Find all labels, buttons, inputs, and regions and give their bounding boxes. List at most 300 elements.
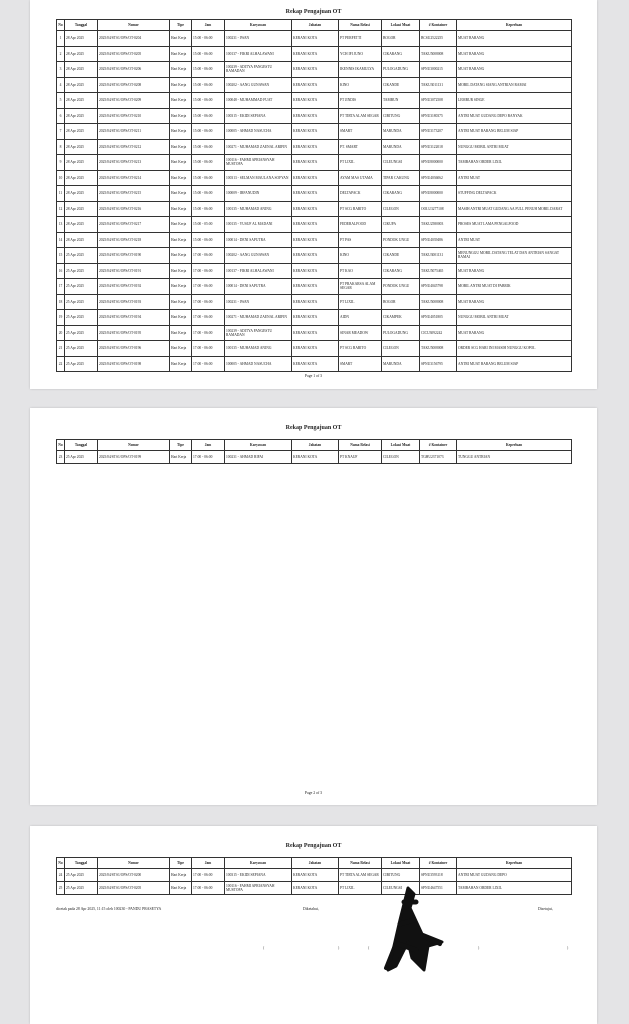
column-header: Lokasi Muat bbox=[382, 20, 420, 31]
cell-position: KERANI KOTA bbox=[292, 186, 339, 202]
column-header: Nomor bbox=[98, 20, 170, 31]
cell-type: Hari Kerja bbox=[170, 263, 192, 279]
cell-container: SPNU4051805 bbox=[420, 310, 457, 326]
signature-mark: ( bbox=[263, 946, 265, 950]
column-header: Tipe bbox=[170, 20, 192, 31]
cell-position: KERANI KOTA bbox=[292, 31, 339, 47]
column-header: Tanggal bbox=[65, 858, 98, 869]
cell-location: TIPAR CAKUNG bbox=[382, 170, 420, 186]
cell-purpose: MUAT BARANG bbox=[457, 263, 572, 279]
table-header-row bbox=[57, 440, 572, 451]
cell-type: Hari Kerja bbox=[170, 124, 192, 140]
cell-position: KERANI KOTA bbox=[292, 217, 339, 233]
column-header: Jam bbox=[192, 440, 225, 451]
column-header: Karyawan bbox=[225, 20, 292, 31]
cell-relation: PT JINDIS bbox=[339, 93, 382, 109]
cell-relation: PT PERFETTI bbox=[339, 31, 382, 47]
table-row bbox=[57, 882, 572, 895]
table-row bbox=[57, 263, 572, 279]
cell-date: 28 Apr 2025 bbox=[65, 124, 98, 140]
cell-relation: PT. SMART bbox=[339, 139, 382, 155]
cell-employee: 100014 - DENI SAPUTRA bbox=[225, 279, 292, 295]
cell-no: 18 bbox=[57, 294, 65, 310]
cell-employee: 100005 - AHMAD NASUCHA bbox=[225, 356, 292, 372]
cell-hours: 15:00 - 06:00 bbox=[192, 46, 225, 62]
table-row bbox=[57, 46, 572, 62]
cell-type: Hari Kerja bbox=[170, 279, 192, 295]
cell-employee: 100202 - AANG GUNAWAN bbox=[225, 248, 292, 264]
cell-no: 12 bbox=[57, 201, 65, 217]
cell-date: 28 Apr 2025 bbox=[65, 62, 98, 78]
cell-date: 25 Apr 2025 bbox=[65, 451, 98, 464]
table-row bbox=[57, 124, 572, 140]
cell-employee: 100048 - MUHAMMAD FUAT bbox=[225, 93, 292, 109]
table-row bbox=[57, 139, 572, 155]
cell-position: KERANI KOTA bbox=[292, 155, 339, 171]
cell-number: 2025/04/STS1/OPS/OT-0205 bbox=[98, 882, 170, 895]
cell-number: 2025/04/STS1/OPS/OT-0190 bbox=[98, 248, 170, 264]
column-header: # Kontainer bbox=[420, 858, 457, 869]
signature-mark: ) bbox=[478, 946, 480, 950]
cell-type: Hari Kerja bbox=[170, 248, 192, 264]
cell-type: Hari Kerja bbox=[170, 294, 192, 310]
column-header: Karyawan bbox=[225, 858, 292, 869]
cell-location: BOGOR bbox=[382, 294, 420, 310]
cell-container: SPNU3072508 bbox=[420, 93, 457, 109]
cell-purpose: MUAT BARANG bbox=[457, 31, 572, 47]
cell-type: Hari Kerja bbox=[170, 93, 192, 109]
cell-employee: 100315 - EKIDI SEPIANA bbox=[225, 108, 292, 124]
cell-relation: IKENNIS IKAMULYA bbox=[339, 62, 382, 78]
cell-type: Hari Kerja bbox=[170, 201, 192, 217]
cell-date: 28 Apr 2025 bbox=[65, 170, 98, 186]
cell-employee: 100231 - IWAN bbox=[225, 294, 292, 310]
cell-hours: 15:00 - 06:00 bbox=[192, 31, 225, 47]
cell-number: 2025/04/STS1/OPS/OT-0193 bbox=[98, 294, 170, 310]
cell-relation: PT TIRTA ALAM SEGAR bbox=[339, 108, 382, 124]
report-page-3 bbox=[30, 826, 597, 1024]
table-row bbox=[57, 108, 572, 124]
cell-date: 28 Apr 2025 bbox=[65, 139, 98, 155]
cell-location: CIKUPA bbox=[382, 217, 420, 233]
cell-date: 25 Apr 2025 bbox=[65, 356, 98, 372]
cell-relation: PT KAO bbox=[339, 263, 382, 279]
cell-hours: 17:00 - 06:00 bbox=[192, 869, 225, 882]
cell-relation: SMART bbox=[339, 124, 382, 140]
cell-location: PONDOK UNGU bbox=[382, 279, 420, 295]
cell-location: CIKANDE bbox=[382, 248, 420, 264]
cell-no: 8 bbox=[57, 139, 65, 155]
cell-location: PULOGADUNG bbox=[382, 325, 420, 341]
cell-hours: 15:00 - 06:00 bbox=[192, 232, 225, 248]
cell-relation: DELTAPACK bbox=[339, 186, 382, 202]
cell-hours: 17:00 - 06:00 bbox=[192, 279, 225, 295]
cell-employee: 100135 - MUHAMAD ANING bbox=[225, 341, 292, 357]
cell-type: Hari Kerja bbox=[170, 882, 192, 895]
cell-hours: 17:00 - 06:00 bbox=[192, 356, 225, 372]
cell-purpose: ANTRI MUAT GUDANG DEPO BANYAK bbox=[457, 108, 572, 124]
cell-purpose: NUNGGU MOBIL ANTRI MUAT bbox=[457, 139, 572, 155]
cell-location: CIKANDE bbox=[382, 77, 420, 93]
cell-position: KERANI KOTA bbox=[292, 882, 339, 895]
cell-date: 25 Apr 2025 bbox=[65, 869, 98, 882]
cell-employee: 100315 - EKIDI SEPIANA bbox=[225, 869, 292, 882]
cell-container: SPNU3000215 bbox=[420, 62, 457, 78]
cell-hours: 15:00 - 06:00 bbox=[192, 93, 225, 109]
cell-employee: 100231 - AHMAD RIFAI bbox=[225, 451, 292, 464]
cell-type: Hari Kerja bbox=[170, 46, 192, 62]
cell-container: TAKU5008008 bbox=[420, 294, 457, 310]
cell-employee: 100116 - FAHMI APRIANSYAH MUSTOFA bbox=[225, 155, 292, 171]
cell-position: KERANI KOTA bbox=[292, 170, 339, 186]
cell-employee: 100116 - FAHMI APRIANSYAH MUSTOFA bbox=[225, 882, 292, 895]
cell-type: Hari Kerja bbox=[170, 108, 192, 124]
cell-date: 28 Apr 2025 bbox=[65, 77, 98, 93]
cell-location: MARUNDA bbox=[382, 124, 420, 140]
cell-container: OOLU3277108 bbox=[420, 201, 457, 217]
cell-type: Hari Kerja bbox=[170, 186, 192, 202]
cell-location: CIBITUNG bbox=[382, 108, 420, 124]
column-header: No bbox=[57, 858, 65, 869]
cell-number: 2025/04/STS1/OPS/OT-0208 bbox=[98, 77, 170, 93]
table-row bbox=[57, 451, 572, 464]
table-row bbox=[57, 232, 572, 248]
cell-position: KERANI KOTA bbox=[292, 62, 339, 78]
table-row bbox=[57, 201, 572, 217]
table-row bbox=[57, 869, 572, 882]
cell-relation: PT LIXIL bbox=[339, 882, 382, 895]
cell-position: KERANI KOTA bbox=[292, 108, 339, 124]
cell-relation: YCH IFI JUNO bbox=[339, 46, 382, 62]
cell-no: 3 bbox=[57, 62, 65, 78]
cell-position: KERANI KOTA bbox=[292, 201, 339, 217]
cell-hours: 17:00 - 06:00 bbox=[192, 310, 225, 326]
page-title: Rekap Pengajuan OT bbox=[285, 425, 342, 431]
column-header: No bbox=[57, 440, 65, 451]
cell-purpose: MOBIL ANTRI MUAT DI PABRIK bbox=[457, 279, 572, 295]
column-header: Jabatan bbox=[292, 858, 339, 869]
table-row bbox=[57, 93, 572, 109]
table-row bbox=[57, 155, 572, 171]
cell-number: 2025/04/STS1/OPS/OT-0218 bbox=[98, 232, 170, 248]
cell-type: Hari Kerja bbox=[170, 356, 192, 372]
cell-container: SPNU8000000 bbox=[420, 155, 457, 171]
cell-position: KERANI KOTA bbox=[292, 325, 339, 341]
column-header: Tipe bbox=[170, 440, 192, 451]
cell-relation: AYAM MAS UTAMA bbox=[339, 170, 382, 186]
cell-container: SPNU3122018 bbox=[420, 139, 457, 155]
cell-location: PULOGADUNG bbox=[382, 62, 420, 78]
cell-type: Hari Kerja bbox=[170, 139, 192, 155]
cell-number: 2025/04/STS1/OPS/OT-0214 bbox=[98, 170, 170, 186]
column-header: Jam bbox=[192, 858, 225, 869]
cell-employee: 100239 - ADITYA PANGESTU RAMADAN bbox=[225, 62, 292, 78]
cell-container: TAKU3001131 bbox=[420, 248, 457, 264]
column-header: Nama Relasi bbox=[339, 858, 382, 869]
cell-number: 2025/04/STS1/OPS/OT-0198 bbox=[98, 356, 170, 372]
cell-relation: KINO bbox=[339, 77, 382, 93]
cell-position: KERANI KOTA bbox=[292, 451, 339, 464]
cell-number: 2025/04/STS1/OPS/OT-0212 bbox=[98, 139, 170, 155]
page-footer: Page 2 of 3 bbox=[304, 791, 323, 795]
column-header: Jam bbox=[192, 20, 225, 31]
report-page-1 bbox=[30, 0, 597, 389]
cell-number: 2025/04/STS1/OPS/OT-0192 bbox=[98, 279, 170, 295]
cell-no: 24 bbox=[57, 869, 65, 882]
cell-employee: 100005 - AHMAD NASUCHA bbox=[225, 124, 292, 140]
cell-no: 21 bbox=[57, 341, 65, 357]
cell-date: 25 Apr 2025 bbox=[65, 341, 98, 357]
cell-purpose: MENUNGGU MOBIL DATANG TELAT DAN ANTRIAN SANGAT RAMAI bbox=[457, 248, 572, 264]
ot-table bbox=[56, 19, 572, 372]
cell-number: 2025/04/STS1/OPS/OT-0194 bbox=[98, 310, 170, 326]
cell-position: KERANI KOTA bbox=[292, 93, 339, 109]
page-footer: Page 1 of 3 bbox=[304, 374, 323, 378]
cell-location: CILEGON bbox=[382, 451, 420, 464]
cell-no: 1 bbox=[57, 31, 65, 47]
known-label: Diketahui, bbox=[303, 907, 319, 911]
cell-hours: 15:00 - 06:00 bbox=[192, 201, 225, 217]
cell-purpose: MASIH ANTRI MUAT GUDANG AA FULL PENUH MOBIL DARAT bbox=[457, 201, 572, 217]
cell-position: KERANI KOTA bbox=[292, 248, 339, 264]
cell-employee: 100137 - FIKRI ALHALAWANI bbox=[225, 46, 292, 62]
column-header: Tanggal bbox=[65, 20, 98, 31]
signature-mark: ) bbox=[567, 946, 569, 950]
column-header: Tanggal bbox=[65, 440, 98, 451]
cell-purpose: ORDER SCG HARI INI MASIH NUNGGU KOPOL bbox=[457, 341, 572, 357]
cell-container: SPNU3180375 bbox=[420, 108, 457, 124]
cell-type: Hari Kerja bbox=[170, 62, 192, 78]
table-header-row bbox=[57, 20, 572, 31]
cell-container: CICU3092242 bbox=[420, 325, 457, 341]
cell-date: 28 Apr 2025 bbox=[65, 46, 98, 62]
column-header: No bbox=[57, 20, 65, 31]
cell-type: Hari Kerja bbox=[170, 217, 192, 233]
cell-date: 28 Apr 2025 bbox=[65, 155, 98, 171]
column-header: Keperluan bbox=[457, 20, 572, 31]
table-row bbox=[57, 279, 572, 295]
cell-no: 9 bbox=[57, 155, 65, 171]
cell-purpose: STUFFING DELTAPACK bbox=[457, 186, 572, 202]
cell-no: 20 bbox=[57, 325, 65, 341]
ot-table bbox=[56, 857, 572, 895]
table-row bbox=[57, 62, 572, 78]
cell-position: KERANI KOTA bbox=[292, 46, 339, 62]
cell-location: CIKARANG bbox=[382, 263, 420, 279]
cell-hours: 15:00 - 06:00 bbox=[192, 62, 225, 78]
cell-position: KERANI KOTA bbox=[292, 310, 339, 326]
cell-location: MARUNDA bbox=[382, 139, 420, 155]
cell-relation: PT TIRTA ALAM SEGAR bbox=[339, 869, 382, 882]
cell-container: SPNU4036062 bbox=[420, 170, 457, 186]
cell-location: MARUNDA bbox=[382, 356, 420, 372]
cell-relation: FEDERALFOOD bbox=[339, 217, 382, 233]
cell-hours: 17:00 - 06:00 bbox=[192, 451, 225, 464]
cell-location: PONDOK UNGU bbox=[382, 232, 420, 248]
cell-purpose: LEMBUR SINGE bbox=[457, 93, 572, 109]
cell-location: CILEUNGSI bbox=[382, 882, 420, 895]
column-header: Tipe bbox=[170, 858, 192, 869]
ot-table bbox=[56, 439, 572, 464]
cell-hours: 17:00 - 06:00 bbox=[192, 294, 225, 310]
cell-date: 28 Apr 2025 bbox=[65, 31, 98, 47]
table-header-row bbox=[57, 858, 572, 869]
cell-container: SPNU4647551 bbox=[420, 882, 457, 895]
cell-purpose: ANTRI MUAT GUDANG DEPO bbox=[457, 869, 572, 882]
column-header: Lokasi Muat bbox=[382, 440, 420, 451]
cell-container: TAKU3011131 bbox=[420, 77, 457, 93]
cell-hours: 15:00 - 06:00 bbox=[192, 155, 225, 171]
cell-date: 28 Apr 2025 bbox=[65, 201, 98, 217]
cell-purpose: MUAT BARANG bbox=[457, 294, 572, 310]
table-row bbox=[57, 77, 572, 93]
cell-location: CILEGON bbox=[382, 341, 420, 357]
report-page-2 bbox=[30, 408, 597, 805]
cell-employee: 100135 - YUSUF AL MADANI bbox=[225, 217, 292, 233]
cell-position: KERANI KOTA bbox=[292, 263, 339, 279]
column-header: # Kontainer bbox=[420, 440, 457, 451]
cell-number: 2025/04/STS1/OPS/OT-0191 bbox=[98, 263, 170, 279]
cell-relation: PT KNAUF bbox=[339, 451, 382, 464]
cell-container: SPNU3593118 bbox=[420, 869, 457, 882]
cell-employee: 100202 - AANG GUNAWAN bbox=[225, 77, 292, 93]
cell-purpose: PROSES MUAT LAMA PENGALFOOD bbox=[457, 217, 572, 233]
cell-no: 7 bbox=[57, 124, 65, 140]
cell-number: 2025/04/STS1/OPS/OT-0210 bbox=[98, 108, 170, 124]
cell-location: CIKARANG bbox=[382, 46, 420, 62]
cell-number: 2025/04/STS1/OPS/OT-0195 bbox=[98, 325, 170, 341]
column-header: Nomor bbox=[98, 440, 170, 451]
cell-type: Hari Kerja bbox=[170, 869, 192, 882]
cell-location: TAMBUN bbox=[382, 93, 420, 109]
cell-container: SPNU3156795 bbox=[420, 356, 457, 372]
table-row bbox=[57, 341, 572, 357]
cell-position: KERANI KOTA bbox=[292, 77, 339, 93]
cell-location: BOGOR bbox=[382, 31, 420, 47]
cell-type: Hari Kerja bbox=[170, 31, 192, 47]
column-header: Karyawan bbox=[225, 440, 292, 451]
cell-employee: 100009 - IRFANUDIN bbox=[225, 186, 292, 202]
cell-date: 28 Apr 2025 bbox=[65, 217, 98, 233]
column-header: Nomor bbox=[98, 858, 170, 869]
cell-relation: PT PRAKARSA ALAM SEGAR bbox=[339, 279, 382, 295]
cell-no: 4 bbox=[57, 77, 65, 93]
cell-number: 2025/04/STS1/OPS/OT-0206 bbox=[98, 62, 170, 78]
cell-no: 23 bbox=[57, 451, 65, 464]
cell-container: TAKU5008008 bbox=[420, 46, 457, 62]
cell-employee: 100014 - DENI SAPUTRA bbox=[225, 232, 292, 248]
cell-employee: 100239 - ADITYA PANGESTU RAMADAN bbox=[225, 325, 292, 341]
cell-location: CILEUNGSI bbox=[382, 155, 420, 171]
cell-container: SPNU4039486 bbox=[420, 232, 457, 248]
column-header: Lokasi Muat bbox=[382, 858, 420, 869]
cell-no: 17 bbox=[57, 279, 65, 295]
cell-date: 28 Apr 2025 bbox=[65, 108, 98, 124]
signature-mark: ( bbox=[368, 946, 370, 950]
cell-number: 2025/04/STS1/OPS/OT-0216 bbox=[98, 201, 170, 217]
cell-no: 11 bbox=[57, 186, 65, 202]
cell-location: CILEGON bbox=[382, 201, 420, 217]
cell-date: 25 Apr 2025 bbox=[65, 294, 98, 310]
cell-position: KERANI KOTA bbox=[292, 341, 339, 357]
column-header: Jabatan bbox=[292, 440, 339, 451]
cell-employee: 100313 - SELMAN MAULANA SOFYAN bbox=[225, 170, 292, 186]
column-header: Nama Relasi bbox=[339, 440, 382, 451]
table-row bbox=[57, 31, 572, 47]
table-row bbox=[57, 248, 572, 264]
cell-hours: 17:00 - 06:00 bbox=[192, 341, 225, 357]
cell-position: KERANI KOTA bbox=[292, 294, 339, 310]
table-row bbox=[57, 294, 572, 310]
cell-no: 5 bbox=[57, 93, 65, 109]
cell-no: 25 bbox=[57, 882, 65, 895]
cell-date: 28 Apr 2025 bbox=[65, 232, 98, 248]
cell-relation: SINAR MEADOW bbox=[339, 325, 382, 341]
cell-date: 25 Apr 2025 bbox=[65, 248, 98, 264]
cell-no: 15 bbox=[57, 248, 65, 264]
cell-hours: 15:00 - 06:00 bbox=[192, 108, 225, 124]
cell-no: 22 bbox=[57, 356, 65, 372]
cell-number: 2025/04/STS1/OPS/OT-0217 bbox=[98, 217, 170, 233]
cell-type: Hari Kerja bbox=[170, 310, 192, 326]
cell-date: 25 Apr 2025 bbox=[65, 279, 98, 295]
cell-hours: 15:00 - 06:00 bbox=[192, 124, 225, 140]
printed-by-text: dicetak pada 28 Apr 2025, 11:15 oleh 100230 - PANDU PRASETYA bbox=[56, 907, 162, 911]
cell-hours: 15:00 - 05:00 bbox=[192, 217, 225, 233]
cell-location: CIKARANG bbox=[382, 186, 420, 202]
cell-position: KERANI KOTA bbox=[292, 279, 339, 295]
cell-no: 2 bbox=[57, 46, 65, 62]
cell-relation: PT SCG BARITO bbox=[339, 341, 382, 357]
cell-number: 2025/04/STS1/OPS/OT-0215 bbox=[98, 186, 170, 202]
cell-purpose: MUAT BARANG bbox=[457, 325, 572, 341]
cell-container: SPNU8000000 bbox=[420, 186, 457, 202]
cell-relation: SMART bbox=[339, 356, 382, 372]
cell-employee: 100271 - MUHAMAD ZAENAL ARIFIN bbox=[225, 139, 292, 155]
cell-no: 13 bbox=[57, 217, 65, 233]
cell-position: KERANI KOTA bbox=[292, 124, 339, 140]
cell-purpose: ANTRI MUAT BARANG BELUM SIAP bbox=[457, 124, 572, 140]
cell-container: BCSU2522255 bbox=[420, 31, 457, 47]
cell-purpose: ANTRI MUAT bbox=[457, 232, 572, 248]
cell-container: TAKU5075465 bbox=[420, 263, 457, 279]
cell-location: CIBITUNG bbox=[382, 869, 420, 882]
table-row bbox=[57, 356, 572, 372]
cell-type: Hari Kerja bbox=[170, 451, 192, 464]
cell-purpose: TAMBAHAN ORDER LIXIL bbox=[457, 155, 572, 171]
cell-position: KERANI KOTA bbox=[292, 869, 339, 882]
cell-hours: 15:00 - 06:00 bbox=[192, 77, 225, 93]
cell-number: 2025/04/STS1/OPS/OT-0211 bbox=[98, 124, 170, 140]
cell-type: Hari Kerja bbox=[170, 155, 192, 171]
cell-number: 2025/04/STS1/OPS/OT-0204 bbox=[98, 31, 170, 47]
cell-type: Hari Kerja bbox=[170, 232, 192, 248]
cell-purpose: TUNGGU ANTRIAN bbox=[457, 451, 572, 464]
cell-no: 19 bbox=[57, 310, 65, 326]
cell-no: 14 bbox=[57, 232, 65, 248]
cell-relation: PT LIXIL bbox=[339, 294, 382, 310]
table-row bbox=[57, 310, 572, 326]
cell-position: KERANI KOTA bbox=[292, 356, 339, 372]
cell-employee: 100135 - MUHAMAD ANING bbox=[225, 201, 292, 217]
cell-position: KERANI KOTA bbox=[292, 232, 339, 248]
cell-number: 2025/04/STS1/OPS/OT-0213 bbox=[98, 155, 170, 171]
cell-container: TGHU2371073 bbox=[420, 451, 457, 464]
scribble-mark bbox=[364, 884, 452, 976]
cell-no: 16 bbox=[57, 263, 65, 279]
cell-hours: 15:00 - 06:00 bbox=[192, 170, 225, 186]
cell-employee: 100231 - IWAN bbox=[225, 31, 292, 47]
